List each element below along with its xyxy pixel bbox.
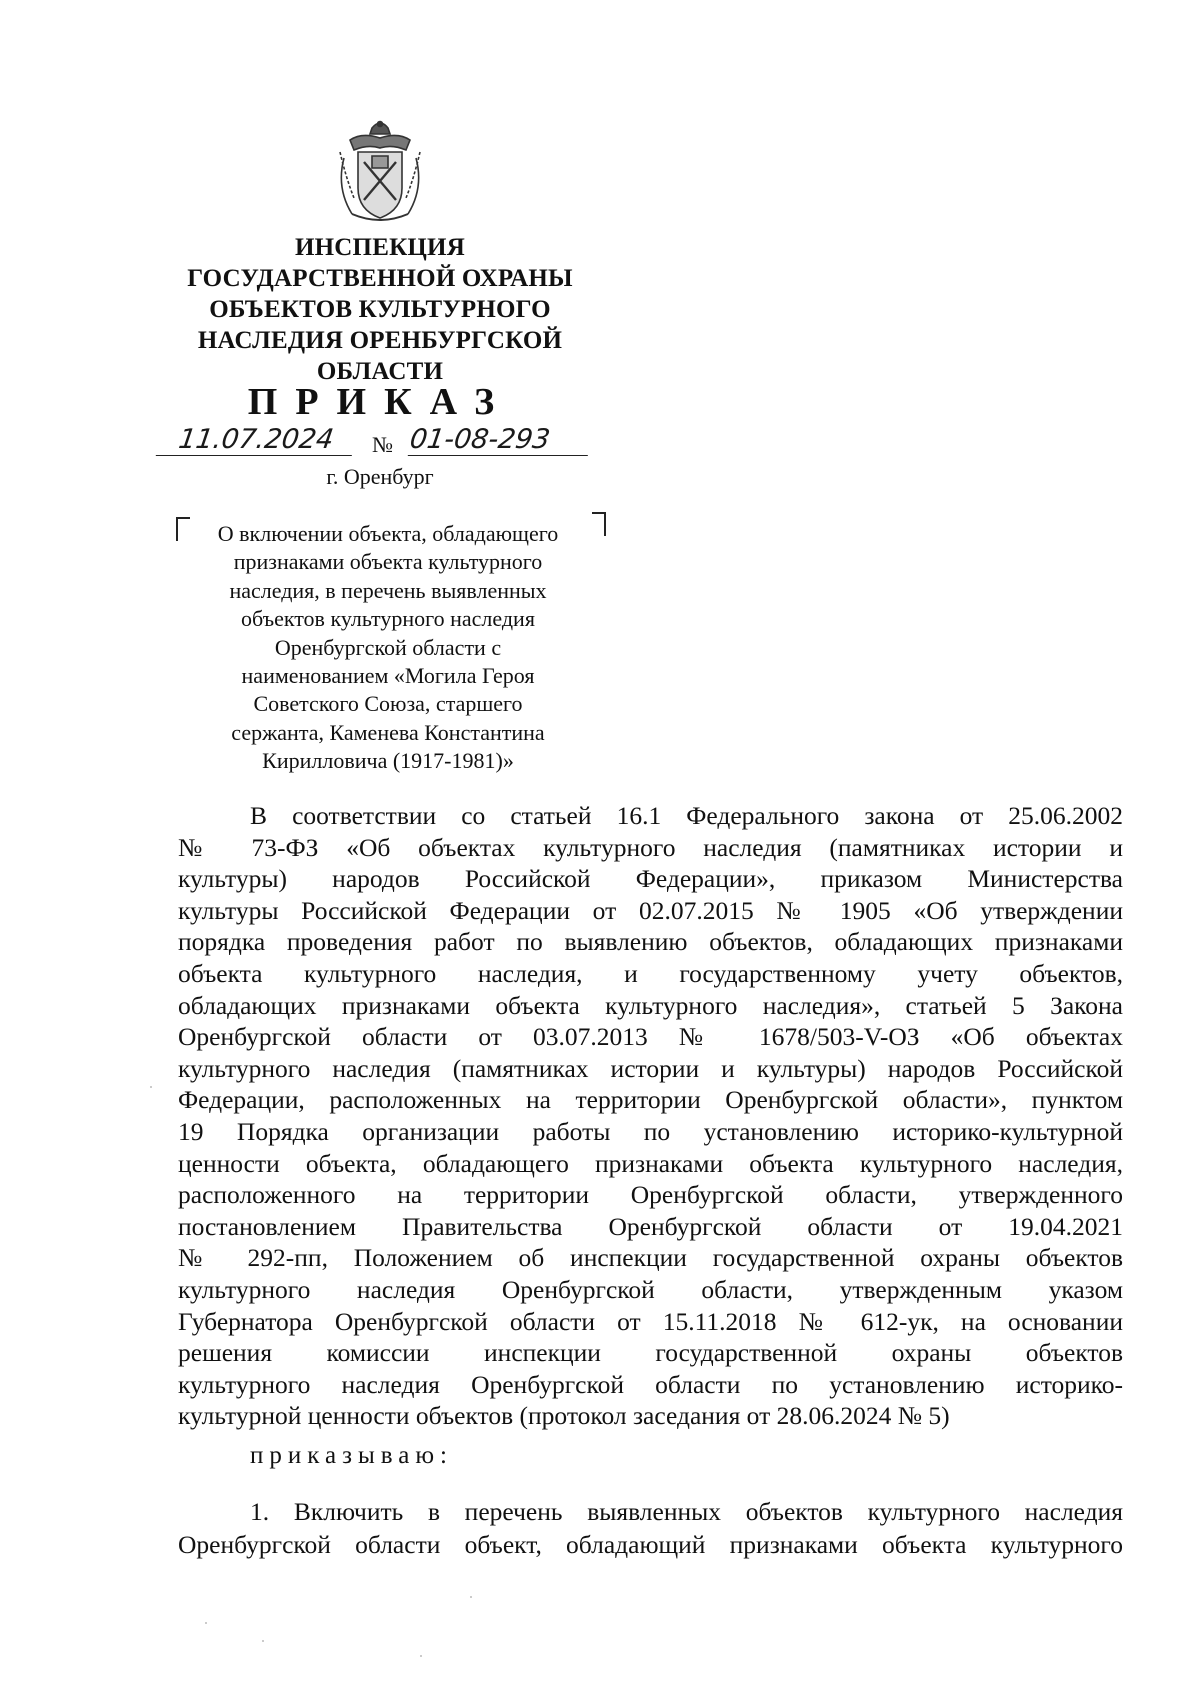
body-line: культурной ценности объектов (протокол заседания от 28.06.2024 № 5) — [178, 1401, 950, 1431]
subject-line: Советского Союза, старшего — [253, 691, 523, 717]
handwritten-date: 11.07.2024 — [156, 424, 356, 456]
org-line: ИНСПЕКЦИЯ — [295, 234, 465, 261]
body-line: № 292-пп, Положением об инспекции государственной охраны объектов — [178, 1243, 1123, 1273]
order-item-1 — [178, 1495, 1123, 1561]
org-line: ОБЪЕКТОВ КУЛЬТУРНОГО — [209, 296, 551, 323]
subject-line: наименованием «Могила Героя — [241, 663, 535, 689]
organization-name — [170, 232, 590, 387]
subject-line: наследия, в перечень выявленных — [229, 577, 547, 603]
body-line: 19 Порядка организации работы по установлению историко-культурной — [178, 1116, 1123, 1146]
item-line: Оренбургской области объект, обладающий признаками объекта культурного — [178, 1530, 1123, 1559]
body-line: объекта культурного наследия, и государственному учету объектов, — [178, 958, 1123, 988]
handwritten-number: 01-08-293 — [408, 424, 592, 456]
document-type-title: ПРИКАЗ — [247, 381, 513, 423]
body-line: Федерации, расположенных на территории Оренбургской области», пунктом — [178, 1085, 1123, 1115]
subject-line: сержанта, Каменева Константина — [231, 719, 545, 745]
body-line: постановлением Правительства Оренбургской области от 19.04.2021 — [178, 1211, 1123, 1241]
number-sign: № — [372, 432, 393, 457]
body-line: № 73-ФЗ «Об объектах культурного наследия (памятниках истории и — [178, 832, 1123, 862]
subject-line: признаками объекта культурного — [233, 549, 543, 575]
order-word: приказываю: — [250, 1442, 453, 1469]
org-line: ОБЛАСТИ — [316, 358, 444, 385]
body-line: культурного наследия (памятниках истории и культуры) народов Российской — [178, 1053, 1123, 1083]
body-line: культурного наследия Оренбургской области по установлению историко- — [178, 1369, 1123, 1399]
document-subject — [180, 520, 596, 776]
body-line: культуры Российской Федерации от 02.07.2015 № 1905 «Об утверждении — [178, 895, 1123, 925]
preamble-paragraph — [178, 800, 1123, 1432]
city-name: г. Оренбург — [326, 464, 434, 489]
org-line: ГОСУДАРСТВЕННОЙ ОХРАНЫ — [187, 265, 573, 292]
scan-speck — [420, 1655, 422, 1657]
item-line: 1. Включить в перечень выявленных объектов культурного наследия — [250, 1497, 1123, 1526]
coat-of-arms-emblem — [332, 118, 428, 226]
subject-line: Кирилловича (1917-1981)» — [262, 748, 514, 774]
subject-line: объектов культурного наследия — [241, 606, 535, 632]
scan-speck — [205, 1622, 207, 1624]
body-line: Оренбургской области от 03.07.2013 № 1678/503-V-ОЗ «Об объектах — [178, 1022, 1123, 1052]
body-line: Губернатора Оренбургской области от 15.11.2018 № 612-ук, на основании — [178, 1306, 1123, 1336]
body-line: ценности объекта, обладающего признаками объекта культурного наследия, — [178, 1148, 1123, 1178]
body-line: решения комиссии инспекции государственной охраны объектов — [178, 1338, 1123, 1368]
body-line: обладающих признаками объекта культурного наследия», статьей 5 Закона — [178, 990, 1123, 1020]
body-line: В соответствии со статьей 16.1 Федерального закона от 25.06.2002 — [250, 801, 1123, 830]
scan-speck — [470, 1596, 472, 1598]
subject-line: О включении объекта, обладающего — [217, 521, 559, 546]
body-line: расположенного на территории Оренбургской области, утвержденного — [178, 1180, 1123, 1210]
body-line: порядка проведения работ по выявлению объектов, обладающих признаками — [178, 927, 1123, 957]
org-line: НАСЛЕДИЯ ОРЕНБУРГСКОЙ — [197, 327, 563, 354]
scan-speck — [262, 1640, 264, 1642]
body-line: культуры) народов Российской Федерации», приказом Министерства — [178, 864, 1123, 894]
scan-speck — [150, 1086, 152, 1088]
subject-line: Оренбургской области с — [274, 634, 502, 660]
body-line: культурного наследия Оренбургской области, утвержденным указом — [178, 1274, 1123, 1304]
registration-line — [158, 424, 638, 468]
